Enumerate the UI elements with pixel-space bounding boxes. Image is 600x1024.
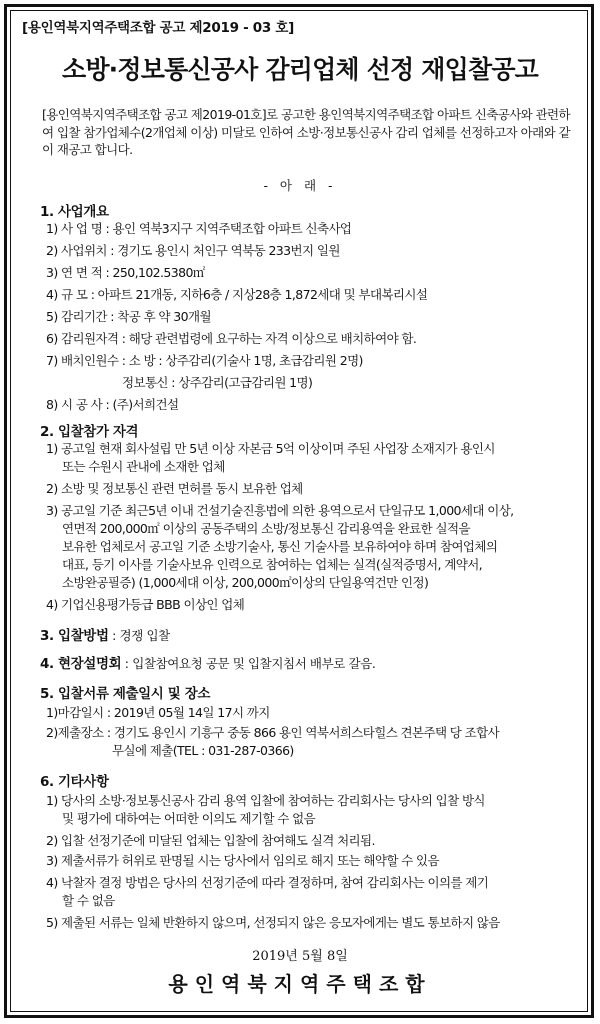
section-6-title: 6. 기타사항 bbox=[40, 774, 109, 790]
list-item: 보유한 업체로서 공고일 기준 소방기술사, 통신 기술사를 보유하여야 하며 참여업체의 bbox=[62, 539, 498, 554]
section-1-title: 1. 사업개요 bbox=[40, 204, 109, 220]
section-3-title: 3. 입찰방법 bbox=[40, 628, 109, 644]
list-item: 8) 시 공 사 : (주)서희건설 bbox=[46, 397, 179, 412]
list-item: 3) 연 면 적 : 250,102.5380㎡ bbox=[46, 265, 205, 280]
organization-name: 용인역북지역주택조합 bbox=[168, 972, 432, 996]
list-item: 3) 공고일 기준 최근5년 이내 건설기술진흥법에 의한 용역으로서 단일규모 1,000세대 이상, bbox=[46, 503, 514, 518]
list-item: 1)마감일시 : 2019년 05월 14일 17시 까지 bbox=[46, 705, 270, 720]
list-item: 4) 규 모 : 아파트 21개동, 지하6층 / 지상28층 1,872세대 및 부대복리시설 bbox=[46, 287, 428, 302]
list-item: 6) 감리원자격 : 해당 관련법령에 요구하는 자격 이상으로 배치하여야 함. bbox=[46, 331, 417, 346]
list-item: 및 평가에 대하여는 어떠한 이의도 제기할 수 없음 bbox=[62, 811, 316, 826]
notice-number: [용인역북지역주택조합 공고 제2019 - 03 호] bbox=[22, 20, 294, 36]
list-item: 2)제출장소 : 경기도 용인시 기흥구 중동 866 용인 역북서희스타힐스 견본주택 당 조합사 bbox=[46, 725, 500, 740]
list-item: 연면적 200,000㎡ 이상의 공동주택의 소방/정보통신 감리용역을 완료한 실적을 bbox=[62, 521, 470, 536]
section-4 bbox=[40, 652, 375, 672]
list-item: 또는 수원시 관내에 소재한 업체 bbox=[62, 459, 225, 474]
list-item: 2) 소방 및 정보통신 관련 면허를 동시 보유한 업체 bbox=[46, 481, 303, 496]
list-item: 1) 당사의 소방·정보통신공사 감리 용역 입찰에 참여하는 감리회사는 당사의 입찰 방식 bbox=[46, 793, 485, 808]
list-item: 4) 낙찰자 결정 방법은 당사의 선정기준에 따라 결정하며, 참여 감리회사는 이의를 제기 bbox=[46, 875, 489, 890]
list-item: 할 수 없음 bbox=[62, 893, 115, 908]
list-item: 대표, 등기 이사를 기술사보유 인력으로 참여하는 업체는 실격(실적증명서, 계약서, bbox=[62, 557, 483, 572]
list-item: 1) 공고일 현재 회사설립 만 5년 이상 자본금 5억 이상이며 주된 사업장 소재지가 용인시 bbox=[46, 441, 495, 456]
list-item: 1) 사 업 명 : 용인 역북3지구 지역주택조합 아파트 신축사업 bbox=[46, 221, 352, 236]
list-item: 4) 기업신용평가등급 BBB 이상인 업체 bbox=[46, 597, 245, 612]
section-3-text: : 경쟁 입찰 bbox=[108, 628, 170, 643]
list-item: 7) 배치인원수 : 소 방 : 상주감리(기술사 1명, 초급감리원 2명) bbox=[46, 353, 363, 368]
notice-date: 2019년 5월 8일 bbox=[252, 949, 348, 964]
list-item: 5) 제출된 서류는 일체 반환하지 않으며, 선정되지 않은 응모자에게는 별도 통보하지 않음 bbox=[46, 915, 500, 930]
intro-paragraph: [용인역북지역주택조합 공고 제2019-01호]로 공고한 용인역북지역주택조합 아파트 신축공사와 관련하여 입찰 참가업체수(2개업체 이상) 미달로 인하여 소방·정보통신공사 감리 업체를 선정하고자 아래와 같이 재공고 합니다. bbox=[42, 107, 570, 157]
list-item: 3) 제출서류가 허위로 판명될 시는 당사에서 임의로 해지 또는 해약할 수 있음 bbox=[46, 853, 439, 868]
section-2-title: 2. 입찰참가 자격 bbox=[40, 424, 139, 440]
list-item: 정보통신 : 상주감리(고급감리원 1명) bbox=[122, 375, 313, 390]
center-mark: - 아 래 - bbox=[263, 178, 337, 193]
section-4-text: : 입찰참여요청 공문 및 입찰지침서 배부로 갈음. bbox=[121, 656, 376, 671]
page-title: 소방·정보통신공사 감리업체 선정 재입찰공고 bbox=[61, 55, 539, 84]
list-item: 2) 사업위치 : 경기도 용인시 처인구 역북동 233번지 일원 bbox=[46, 243, 340, 258]
list-item: 5) 감리기간 : 착공 후 약 30개월 bbox=[46, 309, 211, 324]
section-3 bbox=[40, 624, 170, 644]
section-5-title: 5. 입찰서류 제출일시 및 장소 bbox=[40, 686, 210, 702]
list-item: 2) 입찰 선정기준에 미달된 업체는 입찰에 참여해도 실격 처리됨. bbox=[46, 833, 375, 848]
section-4-title: 4. 현장설명회 bbox=[40, 656, 122, 672]
list-item: 소방완공필증) (1,000세대 이상, 200,000㎡이상의 단일용역건만 인정) bbox=[62, 575, 429, 590]
list-item: 무실에 제출(TEL : 031-287-0366) bbox=[112, 743, 294, 758]
